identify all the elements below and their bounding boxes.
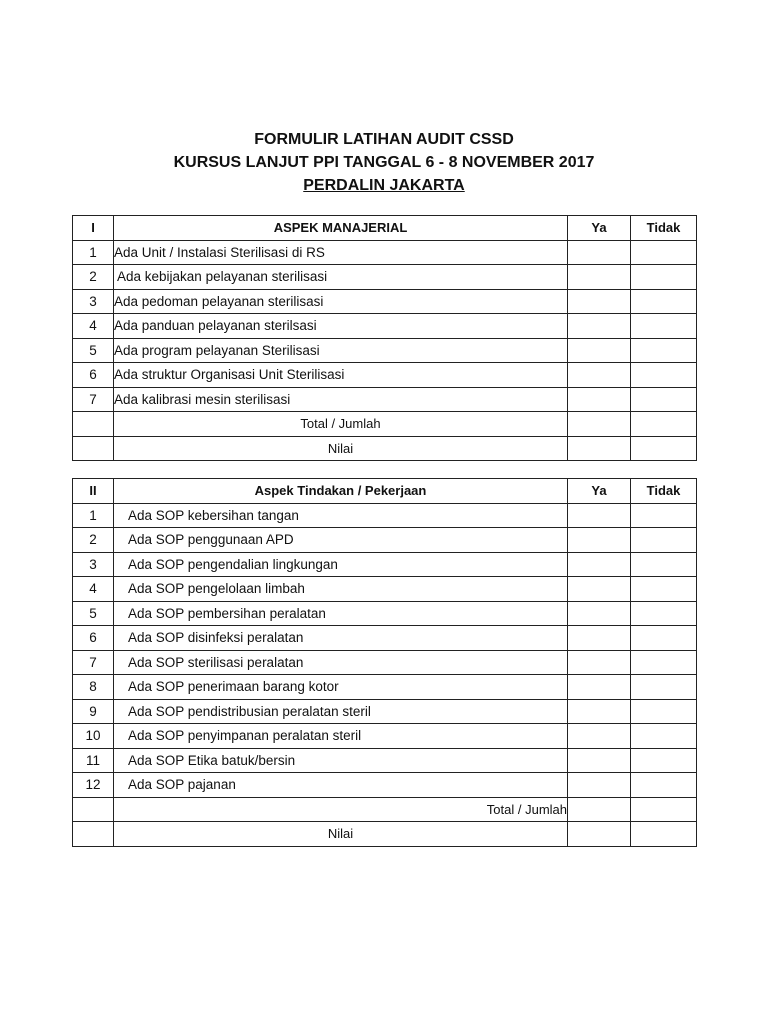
audit-item: Ada SOP Etika batuk/bersin — [114, 748, 568, 773]
row-number: 10 — [73, 724, 114, 749]
ya-cell[interactable] — [568, 675, 631, 700]
audit-item: Ada struktur Organisasi Unit Sterilisasi — [114, 363, 568, 388]
table-row — [73, 601, 697, 626]
table-row — [73, 338, 697, 363]
tidak-cell[interactable] — [631, 289, 697, 314]
table-row — [73, 265, 697, 290]
audit-item: Ada SOP pajanan — [114, 773, 568, 798]
section-heading: ASPEK MANAJERIAL — [114, 216, 568, 241]
empty-cell — [73, 822, 114, 847]
table-row — [73, 528, 697, 553]
tidak-cell[interactable] — [631, 363, 697, 388]
tidak-cell[interactable] — [631, 240, 697, 265]
tidak-cell[interactable] — [631, 748, 697, 773]
organization-name: PERDALIN JAKARTA — [303, 177, 465, 194]
row-number: 2 — [73, 265, 114, 290]
ya-cell[interactable] — [568, 552, 631, 577]
ya-column-header: Ya — [568, 216, 631, 241]
document-title: FORMULIR LATIHAN AUDIT CSSD — [254, 131, 514, 148]
audit-item: Ada panduan pelayanan sterilsasi — [114, 314, 568, 339]
tidak-cell[interactable] — [631, 503, 697, 528]
tidak-cell[interactable] — [631, 699, 697, 724]
section-heading: Aspek Tindakan / Pekerjaan — [114, 479, 568, 504]
audit-item: Ada SOP pendistribusian peralatan steril — [114, 699, 568, 724]
table-row — [73, 552, 697, 577]
tidak-cell[interactable] — [631, 626, 697, 651]
empty-cell — [73, 436, 114, 461]
table-row — [73, 503, 697, 528]
total-label: Total / Jumlah — [114, 412, 568, 437]
audit-item: Ada kalibrasi mesin sterilisasi — [114, 387, 568, 412]
ya-cell[interactable] — [568, 528, 631, 553]
table-row — [73, 577, 697, 602]
tidak-cell[interactable] — [631, 387, 697, 412]
ya-cell[interactable] — [568, 626, 631, 651]
ya-cell[interactable] — [568, 412, 631, 437]
table-row — [73, 748, 697, 773]
nilai-label: Nilai — [114, 822, 568, 847]
audit-item: Ada SOP disinfeksi peralatan — [114, 626, 568, 651]
document-header — [0, 128, 768, 197]
tidak-cell[interactable] — [631, 577, 697, 602]
nilai-row — [73, 822, 697, 847]
ya-cell[interactable] — [568, 387, 631, 412]
tidak-cell[interactable] — [631, 650, 697, 675]
row-number: 7 — [73, 387, 114, 412]
audit-item: Ada SOP kebersihan tangan — [114, 503, 568, 528]
audit-item: Ada SOP pembersihan peralatan — [114, 601, 568, 626]
ya-cell[interactable] — [568, 601, 631, 626]
row-number: 6 — [73, 363, 114, 388]
audit-item: Ada SOP penggunaan APD — [114, 528, 568, 553]
row-number: 12 — [73, 773, 114, 798]
table-row — [73, 363, 697, 388]
table-row — [73, 289, 697, 314]
row-number: 3 — [73, 552, 114, 577]
row-number: 7 — [73, 650, 114, 675]
ya-cell[interactable] — [568, 822, 631, 847]
audit-item: Ada SOP penerimaan barang kotor — [114, 675, 568, 700]
tidak-cell[interactable] — [631, 797, 697, 822]
audit-item: Ada SOP pengendalian lingkungan — [114, 552, 568, 577]
table-row — [73, 773, 697, 798]
table-row — [73, 699, 697, 724]
audit-item: Ada pedoman pelayanan sterilisasi — [114, 289, 568, 314]
ya-cell[interactable] — [568, 699, 631, 724]
table-row — [73, 675, 697, 700]
tidak-cell[interactable] — [631, 314, 697, 339]
ya-cell[interactable] — [568, 265, 631, 290]
tidak-cell[interactable] — [631, 338, 697, 363]
nilai-row — [73, 436, 697, 461]
audit-item: Ada SOP pengelolaan limbah — [114, 577, 568, 602]
empty-cell — [73, 412, 114, 437]
tidak-cell[interactable] — [631, 436, 697, 461]
tidak-cell[interactable] — [631, 552, 697, 577]
managerial-aspect-table — [72, 215, 697, 461]
row-number: 5 — [73, 601, 114, 626]
course-subtitle: KURSUS LANJUT PPI TANGGAL 6 - 8 NOVEMBER 2017 — [173, 154, 595, 171]
tidak-column-header: Tidak — [631, 479, 697, 504]
tidak-cell[interactable] — [631, 412, 697, 437]
table-header-row — [73, 216, 697, 241]
tidak-cell[interactable] — [631, 675, 697, 700]
tidak-cell[interactable] — [631, 822, 697, 847]
audit-item: Ada program pelayanan Sterilisasi — [114, 338, 568, 363]
tidak-cell[interactable] — [631, 528, 697, 553]
ya-cell[interactable] — [568, 724, 631, 749]
ya-cell[interactable] — [568, 577, 631, 602]
row-number: 8 — [73, 675, 114, 700]
section-number: I — [73, 216, 114, 241]
ya-cell[interactable] — [568, 436, 631, 461]
total-row — [73, 412, 697, 437]
tidak-cell[interactable] — [631, 724, 697, 749]
ya-cell[interactable] — [568, 240, 631, 265]
ya-cell[interactable] — [568, 289, 631, 314]
ya-cell[interactable] — [568, 363, 631, 388]
row-number: 1 — [73, 503, 114, 528]
ya-cell[interactable] — [568, 773, 631, 798]
table-row — [73, 240, 697, 265]
empty-cell — [73, 797, 114, 822]
ya-cell[interactable] — [568, 650, 631, 675]
row-number: 5 — [73, 338, 114, 363]
table-header-row — [73, 479, 697, 504]
total-label: Total / Jumlah — [114, 797, 568, 822]
nilai-label: Nilai — [114, 436, 568, 461]
tidak-cell[interactable] — [631, 773, 697, 798]
audit-item: Ada SOP penyimpanan peralatan steril — [114, 724, 568, 749]
audit-item: Ada SOP sterilisasi peralatan — [114, 650, 568, 675]
row-number: 9 — [73, 699, 114, 724]
audit-item: Ada kebijakan pelayanan sterilisasi — [114, 265, 568, 290]
ya-cell[interactable] — [568, 314, 631, 339]
action-aspect-table — [72, 478, 697, 847]
audit-item: Ada Unit / Instalasi Sterilisasi di RS — [114, 240, 568, 265]
ya-cell[interactable] — [568, 797, 631, 822]
row-number: 1 — [73, 240, 114, 265]
section-number: II — [73, 479, 114, 504]
table-row — [73, 314, 697, 339]
row-number: 3 — [73, 289, 114, 314]
tidak-column-header: Tidak — [631, 216, 697, 241]
row-number: 6 — [73, 626, 114, 651]
ya-cell[interactable] — [568, 748, 631, 773]
row-number: 4 — [73, 314, 114, 339]
row-number: 11 — [73, 748, 114, 773]
tidak-cell[interactable] — [631, 265, 697, 290]
tidak-cell[interactable] — [631, 601, 697, 626]
row-number: 2 — [73, 528, 114, 553]
table-row — [73, 387, 697, 412]
table-row — [73, 650, 697, 675]
ya-column-header: Ya — [568, 479, 631, 504]
row-number: 4 — [73, 577, 114, 602]
table-row — [73, 626, 697, 651]
ya-cell[interactable] — [568, 338, 631, 363]
ya-cell[interactable] — [568, 503, 631, 528]
total-row — [73, 797, 697, 822]
table-row — [73, 724, 697, 749]
